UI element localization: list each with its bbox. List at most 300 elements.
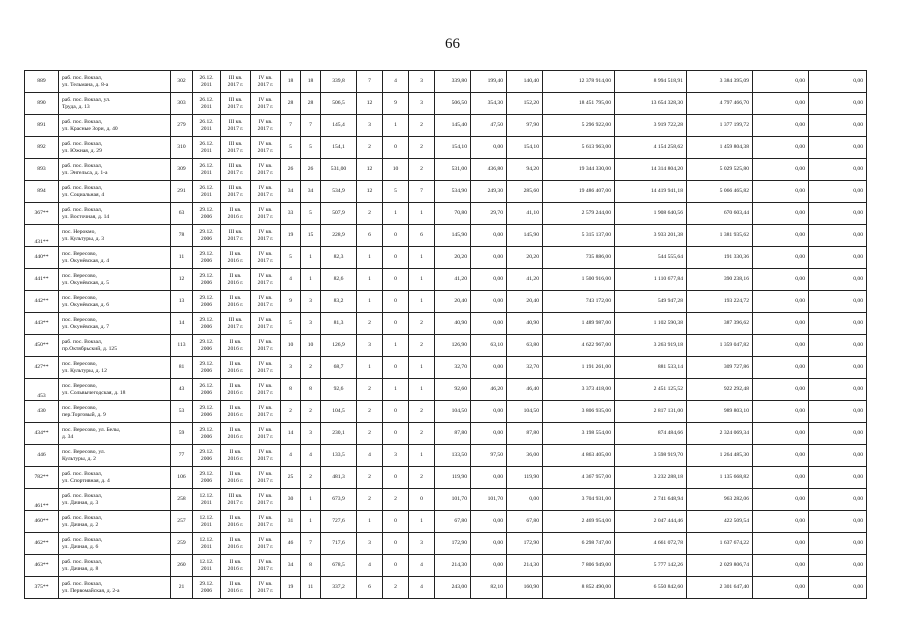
quarter-end-cell xyxy=(251,159,281,181)
quarter-end-cell xyxy=(251,93,281,115)
quarter-start-cell-line: 2016 г. xyxy=(227,565,244,572)
table-row xyxy=(25,467,867,489)
date-cell xyxy=(193,93,221,115)
quarter-end-cell-line: IV кв. xyxy=(258,184,273,191)
rooms-municipal-cell: 2 xyxy=(409,137,435,159)
address-cell xyxy=(59,247,171,269)
quarter-end-cell-line: 2017 г. xyxy=(257,433,274,440)
quarter-end-cell xyxy=(251,577,281,599)
quarter-end-cell xyxy=(251,401,281,423)
rooms-total-cell: 12 xyxy=(357,181,383,203)
date-cell-line: 2011 xyxy=(201,565,212,572)
residents-moving-cell: 2 xyxy=(301,357,321,379)
address-line: пос. Вересово, xyxy=(62,294,97,301)
cost-fund-cell: 1 102 590,38 xyxy=(615,313,687,335)
address-line: ул. Красные Зори, д. 40 xyxy=(62,125,118,132)
quarter-end-cell-line: 2017 г. xyxy=(257,147,274,154)
address-cell xyxy=(59,115,171,137)
area-municipal-cell: 36,00 xyxy=(507,445,543,467)
table-row xyxy=(25,357,867,379)
residents-total-cell: 31 xyxy=(281,511,301,533)
quarter-end-cell-line: 2017 г. xyxy=(257,565,274,572)
volume-cell: 113 xyxy=(171,335,193,357)
address-line: ул. Восточная, д. 14 xyxy=(62,213,110,220)
quarter-start-cell-line: 2016 г. xyxy=(227,455,244,462)
quarter-start-cell-line: III кв. xyxy=(228,162,243,169)
quarter-end-cell xyxy=(251,467,281,489)
cost-total-cell: 19 486 407,00 xyxy=(543,181,615,203)
date-cell-line: 26.12. xyxy=(199,382,214,389)
area-relocated-cell: 32,70 xyxy=(435,357,471,379)
quarter-end-cell-line: 2017 г. xyxy=(257,587,274,594)
rooms-own-cell: 0 xyxy=(383,137,409,159)
cost-total-cell: 5 613 963,00 xyxy=(543,137,615,159)
area-total-cell: 83,2 xyxy=(321,291,357,313)
volume-cell: 21 xyxy=(171,577,193,599)
date-cell-line: 26.12. xyxy=(199,184,214,191)
address-line: раб. пос. Вокзал, xyxy=(62,514,103,521)
quarter-start-cell-line: 2016 г. xyxy=(227,543,244,550)
quarter-start-cell-line: III кв. xyxy=(228,118,243,125)
house-id-cell: 446 xyxy=(25,445,59,467)
date-cell-line: 2006 xyxy=(200,345,213,352)
cost-fund-cell: 3 598 919,70 xyxy=(615,445,687,467)
residents-moving-cell: 1 xyxy=(301,269,321,291)
volume-cell: 106 xyxy=(171,467,193,489)
cost-fund-cell: 2 451 125,52 xyxy=(615,379,687,401)
rooms-total-cell: 7 xyxy=(357,71,383,93)
area-private-cell: 0,00 xyxy=(471,423,507,445)
rooms-total-cell: 2 xyxy=(357,379,383,401)
address-cell xyxy=(59,533,171,555)
address-cell xyxy=(59,357,171,379)
cost-total-cell: 2 579 244,00 xyxy=(543,203,615,225)
date-cell-line: 2006 xyxy=(200,323,213,330)
quarter-start-cell xyxy=(221,335,251,357)
cost-total-cell: 1 191 261,00 xyxy=(543,357,615,379)
rooms-municipal-cell: 0 xyxy=(409,489,435,511)
address-line: ул. Социальная, 4 xyxy=(62,191,105,198)
cost-regional-cell: 1 637 674,22 xyxy=(687,533,753,555)
cost-extra-cell: 0,00 xyxy=(809,335,867,357)
rooms-total-cell: 4 xyxy=(357,445,383,467)
rooms-total-cell: 6 xyxy=(357,577,383,599)
area-municipal-cell: 46,40 xyxy=(507,379,543,401)
quarter-end-cell-line: IV кв. xyxy=(258,580,273,587)
quarter-end-cell xyxy=(251,423,281,445)
rooms-total-cell: 2 xyxy=(357,203,383,225)
residents-moving-cell: 34 xyxy=(301,181,321,203)
volume-cell: 309 xyxy=(171,159,193,181)
area-municipal-cell: 41,20 xyxy=(507,269,543,291)
volume-cell: 78 xyxy=(171,225,193,247)
residents-moving-cell: 2 xyxy=(301,401,321,423)
date-cell-line: 29.12. xyxy=(199,580,214,587)
area-private-cell: 0,00 xyxy=(471,357,507,379)
residents-total-cell: 18 xyxy=(281,71,301,93)
quarter-start-cell xyxy=(221,489,251,511)
rooms-own-cell: 0 xyxy=(383,555,409,577)
cost-total-cell: 6 298 747,00 xyxy=(543,533,615,555)
quarter-start-cell xyxy=(221,379,251,401)
house-id-cell: 461** xyxy=(25,489,59,511)
address-line: раб. пос. Вокзал, xyxy=(62,580,103,587)
cost-total-cell: 5 315 137,00 xyxy=(543,225,615,247)
residents-total-cell: 7 xyxy=(281,115,301,137)
rooms-total-cell: 2 xyxy=(357,423,383,445)
rooms-own-cell: 0 xyxy=(383,313,409,335)
area-total-cell: 82,6 xyxy=(321,269,357,291)
date-cell-line: 12.12. xyxy=(199,536,214,543)
address-cell xyxy=(59,423,171,445)
cost-local-cell: 0,00 xyxy=(753,423,809,445)
cost-total-cell: 4 367 957,00 xyxy=(543,467,615,489)
area-relocated-cell: 145,40 xyxy=(435,115,471,137)
address-line: ул. Окунёвская, д. 4 xyxy=(62,257,110,264)
address-line: Культуры, д. 2 xyxy=(62,455,96,462)
rooms-total-cell: 4 xyxy=(357,555,383,577)
rooms-municipal-cell: 1 xyxy=(409,511,435,533)
area-relocated-cell: 534,90 xyxy=(435,181,471,203)
quarter-end-cell-line: 2017 г. xyxy=(257,521,274,528)
address-cell xyxy=(59,511,171,533)
quarter-start-cell-line: 2016 г. xyxy=(227,521,244,528)
area-private-cell: 0,00 xyxy=(471,269,507,291)
quarter-start-cell xyxy=(221,423,251,445)
date-cell xyxy=(193,181,221,203)
cost-regional-cell: 922 292,48 xyxy=(687,379,753,401)
address-cell xyxy=(59,159,171,181)
cost-fund-cell: 2 741 648,94 xyxy=(615,489,687,511)
area-total-cell: 337,2 xyxy=(321,577,357,599)
cost-regional-cell: 191 330,36 xyxy=(687,247,753,269)
volume-cell: 77 xyxy=(171,445,193,467)
area-private-cell: 0,00 xyxy=(471,137,507,159)
cost-fund-cell: 14 314 804,20 xyxy=(615,159,687,181)
quarter-end-cell xyxy=(251,71,281,93)
cost-regional-cell: 4 797 466,70 xyxy=(687,93,753,115)
address-line: ул. Сольвычегодская, д. 18 xyxy=(62,389,126,396)
rooms-total-cell: 3 xyxy=(357,335,383,357)
cost-total-cell: 18 451 795,00 xyxy=(543,93,615,115)
residents-total-cell: 4 xyxy=(281,269,301,291)
cost-regional-cell: 422 509,54 xyxy=(687,511,753,533)
date-cell-line: 29.12. xyxy=(199,470,214,477)
area-municipal-cell: 104,50 xyxy=(507,401,543,423)
house-id-cell: 434** xyxy=(25,423,59,445)
rooms-total-cell: 1 xyxy=(357,511,383,533)
volume-cell: 259 xyxy=(171,533,193,555)
address-line: раб. пос. Вокзал, xyxy=(62,184,103,191)
rooms-total-cell: 1 xyxy=(357,357,383,379)
volume-cell: 303 xyxy=(171,93,193,115)
area-relocated-cell: 41,20 xyxy=(435,269,471,291)
quarter-start-cell-line: 2017 г. xyxy=(227,125,244,132)
area-municipal-cell: 63,80 xyxy=(507,335,543,357)
quarter-start-cell-line: 2017 г. xyxy=(227,169,244,176)
cost-local-cell: 0,00 xyxy=(753,313,809,335)
quarter-end-cell-line: 2017 г. xyxy=(257,345,274,352)
date-cell-line: 2006 xyxy=(200,433,213,440)
quarter-end-cell-line: 2017 г. xyxy=(257,455,274,462)
date-cell xyxy=(193,159,221,181)
cost-extra-cell: 0,00 xyxy=(809,489,867,511)
quarter-end-cell-line: IV кв. xyxy=(258,162,273,169)
address-line: ул. Культуры, д. 3 xyxy=(62,235,105,242)
cost-extra-cell: 0,00 xyxy=(809,71,867,93)
cost-extra-cell: 0,00 xyxy=(809,555,867,577)
residents-total-cell: 26 xyxy=(281,159,301,181)
rooms-municipal-cell: 1 xyxy=(409,203,435,225)
cost-local-cell: 0,00 xyxy=(753,203,809,225)
address-cell xyxy=(59,445,171,467)
area-total-cell: 133,5 xyxy=(321,445,357,467)
cost-total-cell: 4 863 405,00 xyxy=(543,445,615,467)
quarter-start-cell xyxy=(221,137,251,159)
table-row xyxy=(25,577,867,599)
residents-total-cell: 5 xyxy=(281,313,301,335)
date-cell-line: 29.12. xyxy=(199,294,214,301)
house-id-cell: 463** xyxy=(25,555,59,577)
house-id-cell: 450** xyxy=(25,335,59,357)
area-private-cell: 63,10 xyxy=(471,335,507,357)
cost-local-cell: 0,00 xyxy=(753,489,809,511)
quarter-start-cell xyxy=(221,115,251,137)
area-relocated-cell: 104,50 xyxy=(435,401,471,423)
quarter-end-cell xyxy=(251,357,281,379)
cost-extra-cell: 0,00 xyxy=(809,445,867,467)
rooms-municipal-cell: 3 xyxy=(409,533,435,555)
quarter-start-cell-line: II кв. xyxy=(229,250,242,257)
address-line: пос. Вересово, xyxy=(62,360,97,367)
cost-fund-cell: 2 047 444,46 xyxy=(615,511,687,533)
volume-cell: 11 xyxy=(171,247,193,269)
volume-cell: 258 xyxy=(171,489,193,511)
quarter-end-cell-line: 2017 г. xyxy=(257,279,274,286)
quarter-start-cell-line: 2016 г. xyxy=(227,389,244,396)
address-line: д. 34 xyxy=(62,433,74,440)
rooms-own-cell: 1 xyxy=(383,115,409,137)
address-cell xyxy=(59,137,171,159)
date-cell xyxy=(193,467,221,489)
house-id-cell: 889 xyxy=(25,71,59,93)
cost-local-cell: 0,00 xyxy=(753,137,809,159)
date-cell xyxy=(193,423,221,445)
rooms-municipal-cell: 1 xyxy=(409,247,435,269)
residents-total-cell: 5 xyxy=(281,247,301,269)
quarter-start-cell-line: 2016 г. xyxy=(227,279,244,286)
quarter-end-cell xyxy=(251,115,281,137)
quarter-start-cell xyxy=(221,445,251,467)
residents-total-cell: 19 xyxy=(281,225,301,247)
quarter-start-cell-line: III кв. xyxy=(228,492,243,499)
date-cell-line: 12.12. xyxy=(199,558,214,565)
house-id-cell: 891 xyxy=(25,115,59,137)
date-cell xyxy=(193,225,221,247)
residents-moving-cell: 2 xyxy=(301,467,321,489)
address-cell xyxy=(59,225,171,247)
date-cell xyxy=(193,115,221,137)
quarter-start-cell-line: II кв. xyxy=(229,294,242,301)
quarter-end-cell-line: 2017 г. xyxy=(257,543,274,550)
house-id-cell: 427** xyxy=(25,357,59,379)
address-line: пос. Нерокмо, xyxy=(62,228,96,235)
house-id-cell: 441** xyxy=(25,269,59,291)
rooms-own-cell: 1 xyxy=(383,379,409,401)
area-total-cell: 104,5 xyxy=(321,401,357,423)
rooms-municipal-cell: 3 xyxy=(409,71,435,93)
date-cell-line: 2011 xyxy=(201,543,212,550)
area-relocated-cell: 87,80 xyxy=(435,423,471,445)
house-id-cell: 453 xyxy=(25,379,59,401)
residents-total-cell: 30 xyxy=(281,489,301,511)
residents-moving-cell: 15 xyxy=(301,225,321,247)
house-id-cell: 894 xyxy=(25,181,59,203)
area-municipal-cell: 214,30 xyxy=(507,555,543,577)
quarter-end-cell-line: IV кв. xyxy=(258,74,273,81)
quarter-end-cell-line: IV кв. xyxy=(258,206,273,213)
cost-local-cell: 0,00 xyxy=(753,159,809,181)
volume-cell: 12 xyxy=(171,269,193,291)
area-total-cell: 727,6 xyxy=(321,511,357,533)
cost-local-cell: 0,00 xyxy=(753,115,809,137)
cost-regional-cell: 387 396,62 xyxy=(687,313,753,335)
rooms-total-cell: 1 xyxy=(357,269,383,291)
cost-extra-cell: 0,00 xyxy=(809,467,867,489)
table-row xyxy=(25,159,867,181)
rooms-total-cell: 12 xyxy=(357,159,383,181)
residents-moving-cell: 8 xyxy=(301,379,321,401)
area-private-cell: 46,20 xyxy=(471,379,507,401)
house-id-cell: 460** xyxy=(25,511,59,533)
quarter-end-cell xyxy=(251,489,281,511)
residents-moving-cell: 3 xyxy=(301,423,321,445)
area-total-cell: 339,8 xyxy=(321,71,357,93)
quarter-end-cell-line: 2017 г. xyxy=(257,125,274,132)
area-municipal-cell: 119,90 xyxy=(507,467,543,489)
date-cell-line: 2011 xyxy=(201,81,212,88)
residents-moving-cell: 4 xyxy=(301,445,321,467)
quarter-start-cell-line: 2017 г. xyxy=(227,323,244,330)
area-private-cell: 0,00 xyxy=(471,401,507,423)
date-cell-line: 2011 xyxy=(201,125,212,132)
table-row xyxy=(25,269,867,291)
date-cell-line: 12.12. xyxy=(199,492,214,499)
cost-fund-cell: 8 994 518,91 xyxy=(615,71,687,93)
area-total-cell: 92,6 xyxy=(321,379,357,401)
cost-total-cell: 2 469 954,00 xyxy=(543,511,615,533)
cost-regional-cell: 2 301 647,40 xyxy=(687,577,753,599)
date-cell xyxy=(193,335,221,357)
rooms-total-cell: 2 xyxy=(357,313,383,335)
address-line: пер.Торговый, д. 9 xyxy=(62,411,106,418)
volume-cell: 279 xyxy=(171,115,193,137)
quarter-end-cell-line: IV кв. xyxy=(258,228,273,235)
quarter-start-cell-line: 2016 г. xyxy=(227,367,244,374)
cost-regional-cell: 5 066 465,82 xyxy=(687,181,753,203)
date-cell-line: 29.12. xyxy=(199,206,214,213)
rooms-own-cell: 9 xyxy=(383,93,409,115)
residents-total-cell: 19 xyxy=(281,577,301,599)
residents-moving-cell: 5 xyxy=(301,203,321,225)
quarter-end-cell-line: IV кв. xyxy=(258,294,273,301)
date-cell xyxy=(193,445,221,467)
area-total-cell: 126,9 xyxy=(321,335,357,357)
volume-cell: 291 xyxy=(171,181,193,203)
residents-total-cell: 10 xyxy=(281,335,301,357)
cost-fund-cell: 6 550 842,60 xyxy=(615,577,687,599)
table-row xyxy=(25,203,867,225)
residents-moving-cell: 1 xyxy=(301,247,321,269)
area-private-cell: 0,00 xyxy=(471,511,507,533)
rooms-municipal-cell: 2 xyxy=(409,313,435,335)
address-line: раб. пос. Вокзал, xyxy=(62,470,103,477)
date-cell xyxy=(193,577,221,599)
rooms-total-cell: 2 xyxy=(357,401,383,423)
date-cell xyxy=(193,357,221,379)
area-private-cell: 97,50 xyxy=(471,445,507,467)
volume-cell: 81 xyxy=(171,357,193,379)
quarter-start-cell xyxy=(221,577,251,599)
quarter-end-cell xyxy=(251,533,281,555)
rooms-total-cell: 6 xyxy=(357,225,383,247)
quarter-start-cell xyxy=(221,357,251,379)
cost-total-cell: 7 806 949,00 xyxy=(543,555,615,577)
address-line: раб. пос. Вокзал, xyxy=(62,140,103,147)
cost-extra-cell: 0,00 xyxy=(809,159,867,181)
date-cell xyxy=(193,533,221,555)
table-row xyxy=(25,71,867,93)
quarter-end-cell-line: IV кв. xyxy=(258,272,273,279)
address-line: пос. Вересово, xyxy=(62,250,97,257)
rooms-total-cell: 2 xyxy=(357,137,383,159)
rooms-own-cell: 0 xyxy=(383,533,409,555)
cost-total-cell: 735 886,00 xyxy=(543,247,615,269)
residents-moving-cell: 5 xyxy=(301,137,321,159)
area-relocated-cell: 154,10 xyxy=(435,137,471,159)
cost-regional-cell: 1 264 485,30 xyxy=(687,445,753,467)
area-municipal-cell: 140,40 xyxy=(507,71,543,93)
address-cell xyxy=(59,577,171,599)
date-cell-line: 2006 xyxy=(200,477,213,484)
area-total-cell: 717,6 xyxy=(321,533,357,555)
date-cell-line: 2011 xyxy=(201,103,212,110)
address-line: раб. пос. Вокзал, xyxy=(62,74,103,81)
volume-cell: 302 xyxy=(171,71,193,93)
area-municipal-cell: 285,60 xyxy=(507,181,543,203)
area-municipal-cell: 40,90 xyxy=(507,313,543,335)
quarter-end-cell-line: IV кв. xyxy=(258,536,273,543)
cost-total-cell: 3 373 418,00 xyxy=(543,379,615,401)
cost-fund-cell: 2 817 131,00 xyxy=(615,401,687,423)
date-cell-line: 2006 xyxy=(200,411,213,418)
cost-local-cell: 0,00 xyxy=(753,467,809,489)
area-relocated-cell: 40,90 xyxy=(435,313,471,335)
address-line: ул. Культуры, д. 12 xyxy=(62,367,107,374)
quarter-start-cell-line: 2017 г. xyxy=(227,81,244,88)
area-private-cell: 436,80 xyxy=(471,159,507,181)
cost-local-cell: 0,00 xyxy=(753,445,809,467)
table-row xyxy=(25,313,867,335)
cost-extra-cell: 0,00 xyxy=(809,203,867,225)
volume-cell: 257 xyxy=(171,511,193,533)
rooms-own-cell: 2 xyxy=(383,489,409,511)
house-id-cell: 443** xyxy=(25,313,59,335)
quarter-end-cell xyxy=(251,181,281,203)
residents-total-cell: 8 xyxy=(281,379,301,401)
table-row xyxy=(25,137,867,159)
volume-cell: 260 xyxy=(171,555,193,577)
